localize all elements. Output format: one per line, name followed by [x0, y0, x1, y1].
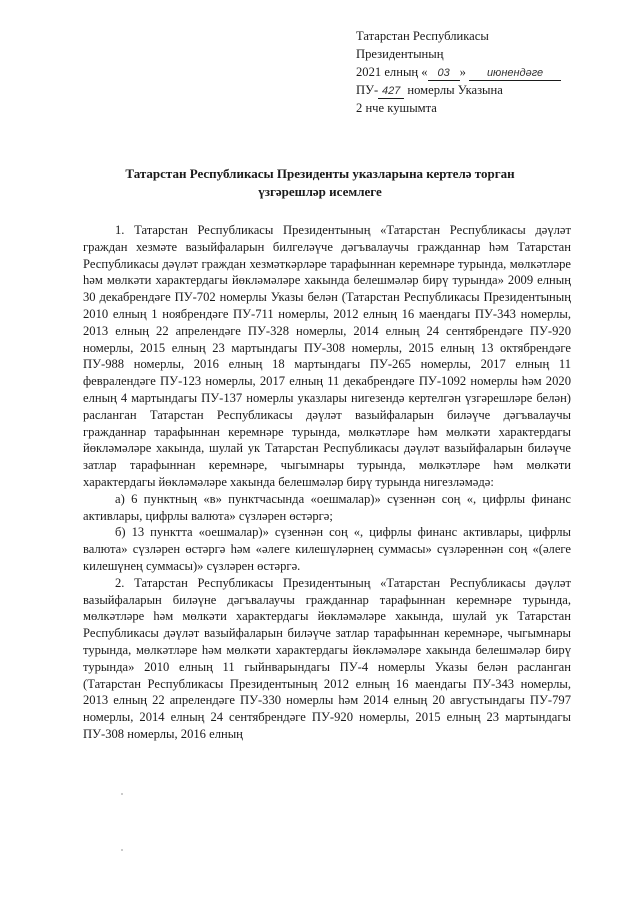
document-title: [80, 165, 560, 201]
scan-speck: [121, 849, 123, 851]
handwritten-number: 427: [378, 85, 404, 99]
appendix-line-attachment: 2 нче кушымта: [356, 101, 437, 115]
document-body: [83, 222, 571, 743]
date-prefix: 2021 елның «: [356, 65, 428, 79]
scan-speck: [121, 793, 123, 795]
title-line-1: Татарстан Республикасы Президенты указларына кертелә торган: [125, 166, 515, 181]
title-line-2: үзгәрешләр исемлеге: [258, 184, 382, 199]
appendix-line-date: [356, 63, 626, 81]
handwritten-day: 03: [428, 67, 460, 81]
paragraph-item-2: 2. Татарстан Республикасы Президентының «Татарстан Республикасы дәүләт вазыйфаларын биләүне дәгъвалаучы гражданнар тарафыннан керемнәре турында, мөлкәтләре һәм мөлкәти характердагы йөкләмәләре хакында, шулай ук Татарстан Республикасы дәүләт вазыйфаларын биләүче затлар тарафыннан керемнәре, чыгымнары турында, мөлкәтләре һәм мөлкәти характердагы йөкләмәләре хакында белешмәләр бирү турында» 2010 елның 11 гыйнварындагы ПУ-4 номерлы Указы белән расланган (Татарстан Республикасы Президентының 2012 елның 16 маендагы ПУ-343 номерлы, 2013 елның 22 апрелендәге ПУ-330 номерлы һәм 2014 елның 20 августындагы ПУ-797 номерлы, 2014 елның 24 сентябрендәге ПУ-920 номерлы, 2015 елның 23 мартындагы ПУ-308 номерлы, 2016 елның: [83, 575, 571, 741]
appendix-header: [356, 27, 626, 117]
paragraph-subitem-a: а) 6 пунктның «в» пунктчасында «оешмалар)» сүзеннән соң «, цифрлы финанс активлары, цифрлы валюта» сүзләрен өстәргә;: [83, 491, 571, 523]
paragraph-item-1: 1. Татарстан Республикасы Президентының «Татарстан Республикасы дәүләт граждан хезмәте вазыйфаларын билгеләүче дәгъвалаучы гражданнар һәм Татарстан Республикасы дәүләт граждан хезмәткәрләре тарафыннан керемнәре турында, мөлкәтләре һәм мөлкәти характердагы йөкләмәләре хакында белешмәләр бирү турында» 2009 елның 30 декабрендәге ПУ-702 номерлы Указы белән (Татарстан Республикасы Президентының 2010 елның 1 ноябрендәге ПУ-711 номерлы, 2012 елның 16 маендагы ПУ-343 номерлы, 2013 елның 22 апрелендәге ПУ-328 номерлы, 2014 елның 24 сентябрендәге ПУ-920 номерлы, 2015 елның 23 мартындагы ПУ-308 номерлы, 2015 елның 13 октябрендәге ПУ-988 номерлы, 2016 елның 18 мартындагы ПУ-265 номерлы, 2017 елның 11 февралендәге ПУ-123 номерлы, 2017 елның 11 декабрендәге ПУ-1092 номерлы һәм 2020 елның 4 мартындагы ПУ-137 номерлы указлары нигезендә кертелгән үзгәрешләре белән) расланган Татарстан Республикасы дәүләт вазыйфаларын биләүче дәгъвалаучы гражданнар тарафыннан керемнәре турында, мөлкәтләре һәм мөлкәти характердагы йөкләмәләре хакында, шулай ук Татарстан Республикасы дәүләт вазыйфаларын биләүче затлар тарафыннан керемнәре, чыгымнары турында, мөлкәтләре һәм мөлкәти характердагы йөкләмәләре хакында белешмәләр бирү турында нигезләмәдә:: [83, 223, 571, 489]
paragraph-subitem-b: б) 13 пунктта «оешмалар)» сүзеннән соң «, цифрлы финанс активлары, цифрлы валюта» сүзләрен өстәргә һәм «әлеге килешүләрнең суммасы» сүзләреннән соң «(әлеге килешүнең суммасы)» сүзләрен өстәргә.: [83, 525, 571, 573]
appendix-line-number: [356, 81, 626, 99]
appendix-line-president: Президентының: [356, 47, 444, 61]
handwritten-month: июнендәге: [469, 67, 561, 81]
number-suffix: номерлы Указына: [407, 83, 503, 97]
number-prefix: ПУ-: [356, 83, 379, 97]
appendix-line-republic: Татарстан Республикасы: [356, 29, 489, 43]
date-mid: »: [459, 65, 466, 79]
